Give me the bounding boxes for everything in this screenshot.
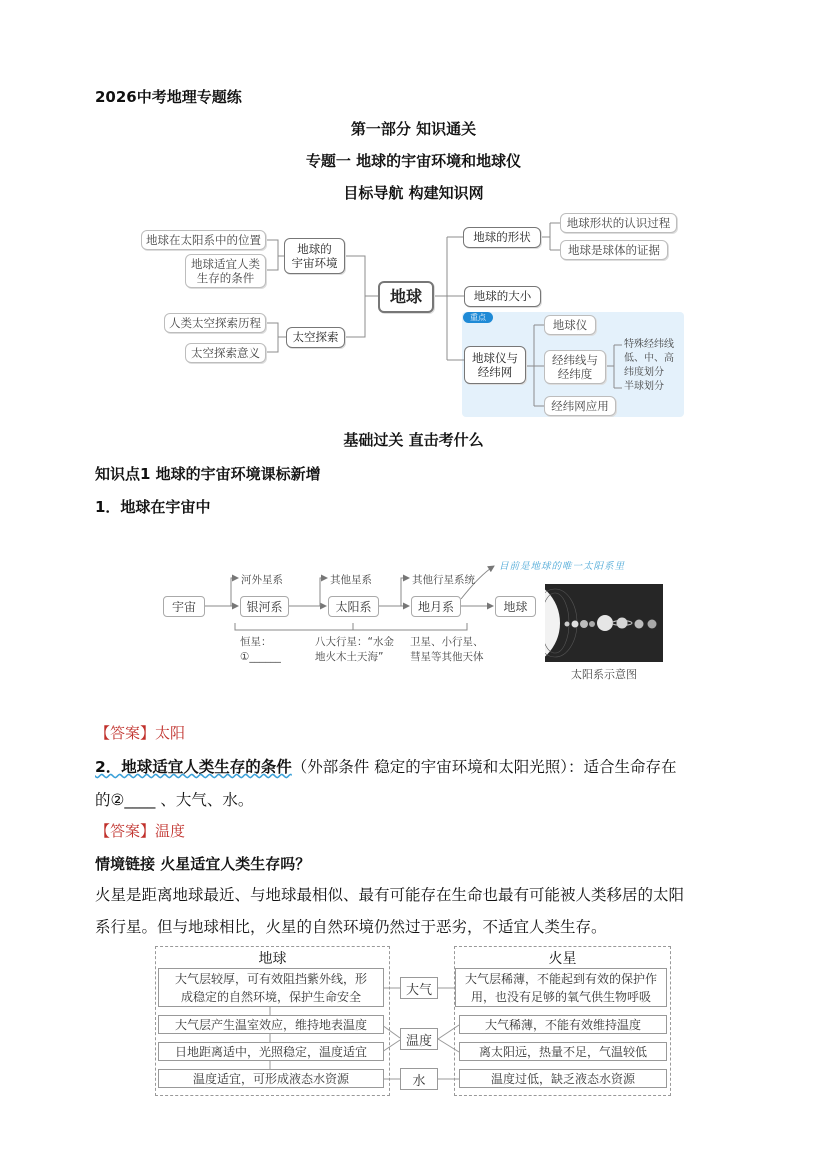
mm-lat-long-sub: 特殊经纬线 低、中、高 纬度划分 半球划分	[624, 339, 674, 392]
context-paragraph-2: 系行星。但与地球相比，火星的自然环境仍然过于恶劣，不适宜人类生存。	[95, 918, 607, 936]
solar-system-caption: 太阳系示意图	[571, 668, 637, 681]
mm-space-history: 人类太空探索历程	[164, 313, 266, 333]
part-title: 第一部分 知识通关	[350, 120, 477, 138]
earth-panel-title: 地球	[258, 951, 287, 967]
mars-panel-title: 火星	[548, 951, 577, 967]
flow-star-blank: 恒星： ①______	[240, 636, 281, 663]
flow-node-earth-moon: 地月系	[411, 596, 461, 617]
flow-other-planet-systems: 其他行星系统	[412, 574, 475, 586]
answer1-value: 太阳	[155, 724, 186, 742]
flow-node-milky-way: 银河系	[240, 596, 289, 617]
mars-thin-air: 大气稀薄，不能有效维持温度	[459, 1015, 667, 1034]
mars-distance: 离太阳远，热量不足，气温较低	[459, 1042, 667, 1061]
mm-position-in-solar-system: 地球在太阳系中的位置	[141, 230, 266, 250]
mm-space-exploration: 太空探索	[286, 327, 345, 348]
mm-space-significance: 太空探索意义	[185, 343, 266, 363]
mm-cosmic-environment: 地球的 宇宙环境	[284, 238, 345, 274]
earth-distance: 日地距离适中，光照稳定，温度适宜	[158, 1042, 384, 1061]
earth-water: 温度适宜，可形成液态水资源	[158, 1069, 384, 1088]
item2-title: 2．地球适宜人类生存的条件	[95, 758, 292, 776]
flow-other-star-systems: 其他星系	[330, 574, 372, 586]
earth-greenhouse: 大气层产生温室效应，维持地表温度	[158, 1015, 384, 1034]
flow-node-solar-system: 太阳系	[328, 596, 379, 617]
topic-title: 专题一 地球的宇宙环境和地球仪	[305, 152, 522, 170]
context-title: 情境链接 火星适宜人类生存吗？	[95, 855, 311, 873]
context-paragraph-1: 火星是距离地球最近、与地球最相似、最有可能存在生命也最有可能被人类移居的太阳	[95, 886, 685, 904]
answer-label: 【答案】	[95, 724, 156, 742]
section1-title: 目标导航 构建知识网	[343, 184, 484, 202]
mm-livable-conditions: 地球适宜人类 生存的条件	[185, 254, 266, 288]
label-atmosphere: 大气	[400, 977, 438, 999]
mm-earth-shape: 地球的形状	[463, 227, 541, 248]
flow-node-earth: 地球	[495, 596, 536, 617]
answer2-value: 温度	[155, 822, 186, 840]
kp1-title: 知识点1 地球的宇宙环境课标新增	[95, 465, 321, 483]
item2-text: （外部条件 稳定的宇宙环境和太阳光照）：适合生命存在	[291, 758, 677, 776]
label-water: 水	[400, 1068, 438, 1090]
mm-globe: 地球仪	[544, 315, 596, 335]
mm-earth-size: 地球的大小	[464, 286, 541, 307]
mm-globe-grid: 地球仪与 经纬网	[464, 346, 526, 384]
mm-grid-application: 经纬网应用	[544, 396, 616, 416]
answer-label-2: 【答案】	[95, 822, 156, 840]
label-temperature: 温度	[400, 1028, 438, 1050]
flow-handwritten-note: 目前是地球的唯一太阳系里	[499, 561, 626, 572]
earth-atmosphere: 大气层较厚，可有效阻挡紫外线，形 成稳定的自然环境，保护生命安全	[158, 968, 384, 1007]
mars-water: 温度过低，缺乏液态水资源	[459, 1069, 667, 1088]
flow-other-bodies: 卫星、小行星、 彗星等其他天体	[410, 636, 484, 663]
mm-shape-cognition: 地球形状的认识过程	[560, 213, 677, 233]
mm-center-earth: 地球	[378, 281, 434, 313]
mm-shape-evidence: 地球是球体的证据	[560, 240, 668, 260]
item2-text2: 的②____ 、大气、水。	[95, 791, 254, 809]
flow-other-galaxies: 河外星系	[241, 574, 283, 586]
doc-title: 2026中考地理专题练	[95, 88, 242, 106]
item1-title: 1．地球在宇宙中	[95, 498, 211, 516]
mm-lat-long: 经纬线与 经纬度	[544, 350, 606, 384]
mm-key-badge: 重点	[463, 312, 493, 323]
flow-eight-planets: 八大行星：“水金 地火木土天海”	[315, 636, 394, 663]
section2-title: 基础过关 直击考什么	[343, 431, 484, 449]
mars-atmosphere: 大气层稀薄，不能起到有效的保护作 用，也没有足够的氧气供生物呼吸	[455, 968, 667, 1007]
flow-node-universe: 宇宙	[163, 596, 205, 617]
